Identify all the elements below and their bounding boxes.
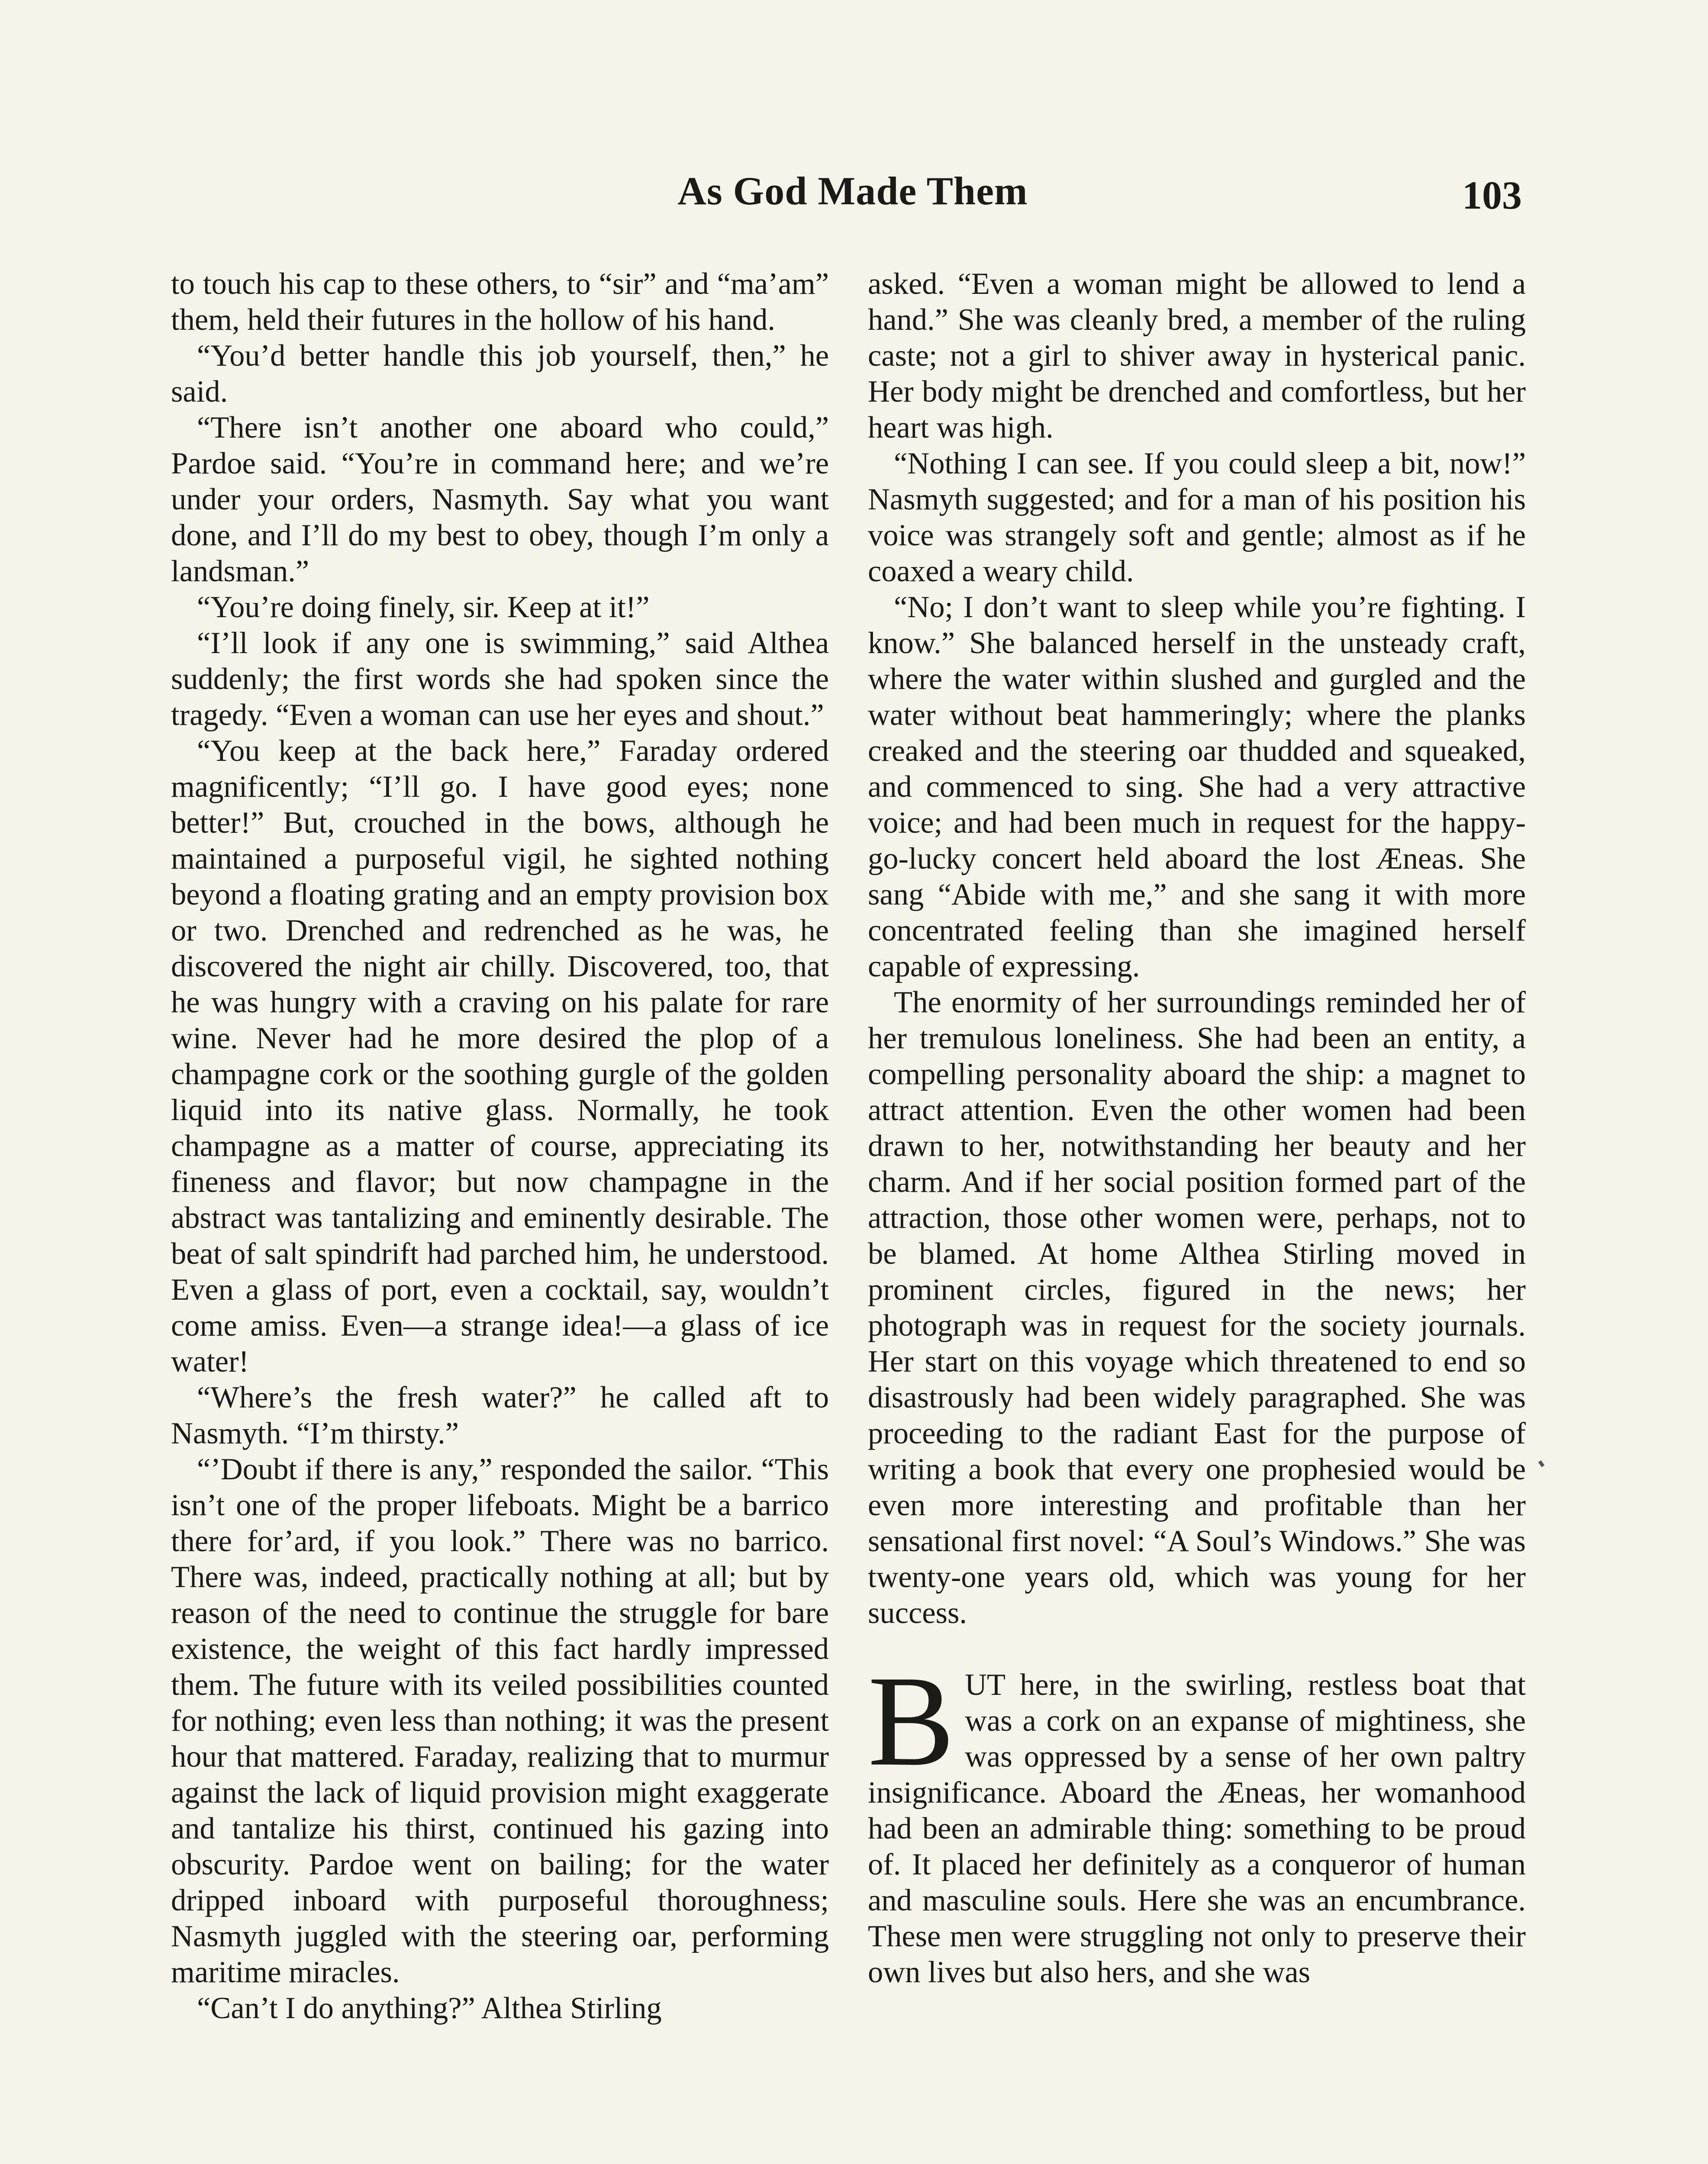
left-column [171,266,829,2026]
paragraph: to touch his cap to these others, to “sir” and “ma’am” them, held their futures in the hollow of his hand. [171,267,829,337]
dropcap-paragraph-text: UT here, in the swirling, restless boat that was a cork on an expanse of mightiness, she was oppressed by a sense of her own paltry insignificance. Aboard the Æneas, her womanhood had been an admirable thing: something to be proud of. It placed her definitely as a conqueror of human and masculine souls. Here she was an encumbrance. These men were struggling not only to preserve their own lives but also hers, and she was [868,1668,1526,1989]
paragraph: “You keep at the back here,” Faraday ordered magnificently; “I’ll go. I have good eyes; none better!” But, crouched in the bows, although he maintained a purposeful vigil, he sighted nothing beyond a floating grating and an empty provision box or two. Drenched and redrenched as he was, he discovered the night air chilly. Discovered, too, that he was hungry with a craving on his palate for rare wine. Never had he more desired the plop of a champagne cork or the soothing gurgle of the golden liquid into its native glass. Normally, he took champagne as a matter of course, appreciating its fineness and flavor; but now champagne in the abstract was tantalizing and eminently desirable. The beat of salt spindrift had parched him, he understood. Even a glass of port, even a cocktail, say, wouldn’t come amiss. Even—a strange idea!—a glass of ice water! [171,734,829,1378]
paragraph: The enormity of her surroundings reminded her of her tremulous loneliness. She had been an entity, a compelling personality aboard the ship: a magnet to attract attention. Even the other women had been drawn to her, notwithstanding her beauty and her charm. And if her social position formed part of the attraction, those other women were, perhaps, not to be blamed. At home Althea Stirling moved in prominent circles, figured in the news; her photograph was in request for the society journals. Her start on this voyage which threatened to end so disastrously had been widely paragraphed. She was proceeding to the radiant East for the purpose of writing a book that every one prophesied would be even more interesting and profitable than her sensational first novel: “A Soul’s Windows.” She was twenty-one years old, which was young for her success. [868,985,1526,1630]
paragraph: asked. “Even a woman might be allowed to lend a hand.” She was cleanly bred, a member of the ruling caste; not a girl to shiver away in hysterical panic. Her body might be drenched and comfortless, but her heart was high. [868,267,1526,444]
paragraph: “Can’t I do anything?” Althea Stirling [197,1991,662,2025]
section-break [868,1631,1526,1667]
paragraph: “No; I don’t want to sleep while you’re fighting. I know.” She balanced herself in the unsteady craft, where the water within slushed and gurgled and the water without beat hammeringly; where the planks creaked and the steering oar thudded and squeaked, and commenced to sing. She had a very attractive voice; and had been much in request for the happy-go-lucky concert held aboard the lost Æneas. She sang “Abide with me,” and she sang it with more concentrated feeling than she imagined herself capable of expressing. [868,590,1526,983]
paragraph: “You’d better handle this job yourself, then,” he said. [171,339,829,409]
stray-ink-mark [1538,1460,1545,1467]
paragraph: “I’ll look if any one is swimming,” said Althea suddenly; the first words she had spoken since the tragedy. “Even a woman can use her eyes and shout.” [171,626,829,732]
page-number: 103 [1462,173,1522,217]
paragraph: “You’re doing finely, sir. Keep at it!” [197,590,650,624]
paragraph: “Nothing I can see. If you could sleep a bit, now!” Nasmyth suggested; and for a man of his position his voice was strangely soft and gentle; almost as if he coaxed a weary child. [868,447,1526,588]
paragraph: “Where’s the fresh water?” he called aft to Nasmyth. “I’m thirsty.” [171,1381,829,1450]
right-column [868,266,1526,1990]
running-title: As God Made Them [677,169,1028,213]
drop-cap: B [868,1649,955,1793]
paragraph: “’Doubt if there is any,” responded the sailor. “This isn’t one of the proper lifeboats. Might be a barrico there for’ard, if you look.” There was no barrico. There was, indeed, practically nothing at all; but by reason of the need to continue the struggle for bare existence, the weight of this fact hardly impressed them. The future with its veiled possibilities counted for nothing; even less than nothing; it was the present hour that mattered. Faraday, realizing that to murmur against the lack of liquid provision might exaggerate and tantalize his thirst, continued his gazing into obscurity. Pardoe went on bailing; for the water dripped inboard with purposeful thoroughness; Nasmyth juggled with the steering oar, performing maritime miracles. [171,1452,829,1989]
paragraph: “There isn’t another one aboard who could,” Pardoe said. “You’re in command here; and we’re under your orders, Nasmyth. Say what you want done, and I’ll do my best to obey, though I’m only a landsman.” [171,411,829,588]
dropcap-paragraph [868,1649,1526,1990]
